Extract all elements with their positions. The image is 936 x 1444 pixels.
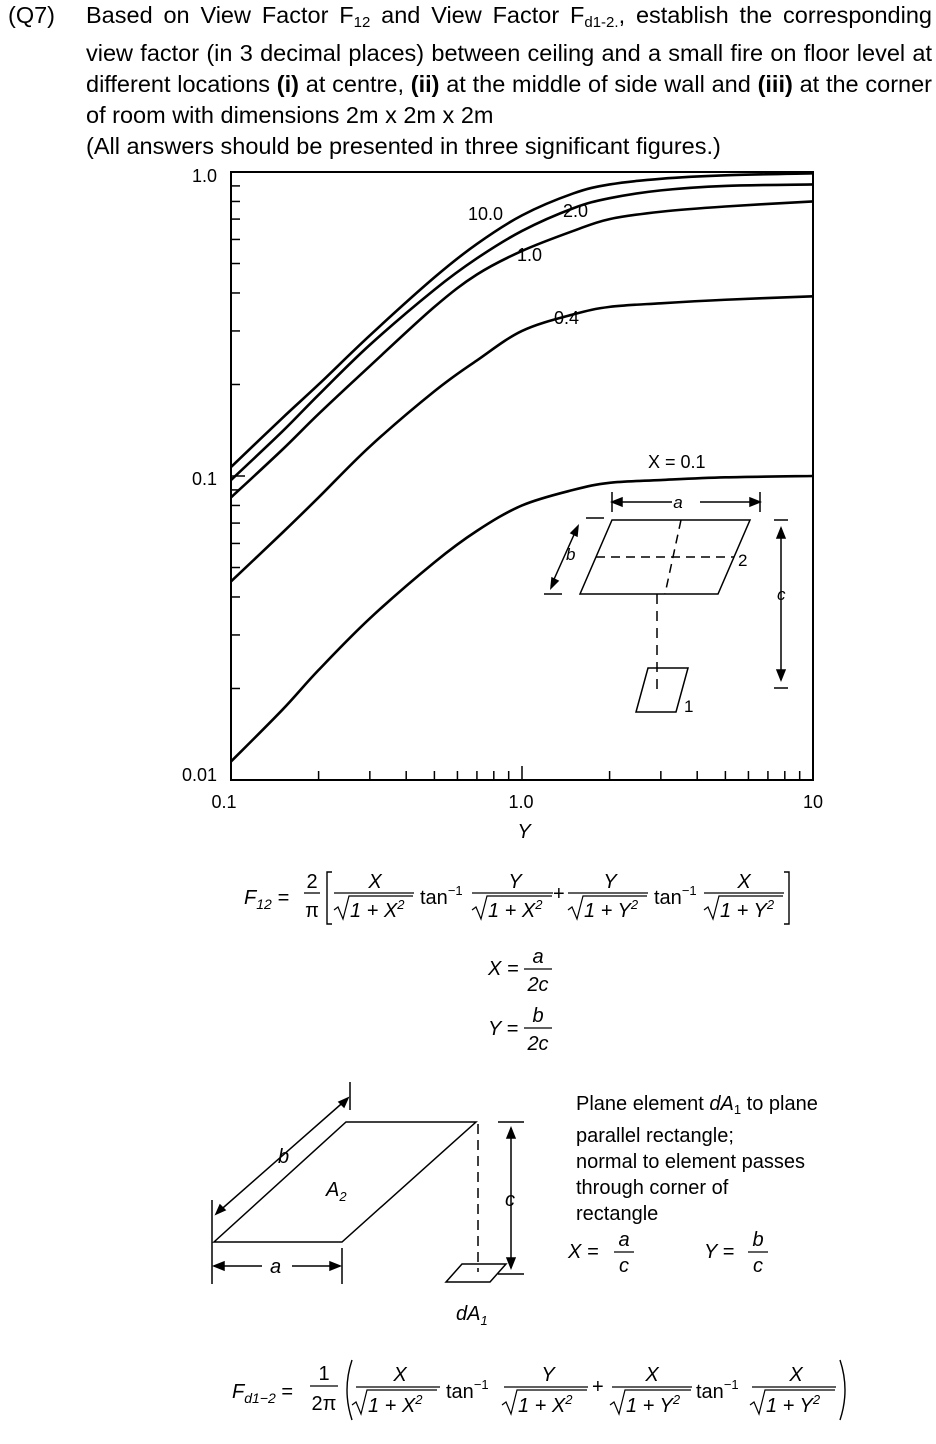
y-tick-label-2: 0.1 (191, 469, 217, 489)
svg-text:X: X (645, 1364, 659, 1386)
svg-text:2c: 2c (527, 1033, 549, 1055)
question-note: (All answers should be presented in three significant figures.) (86, 133, 721, 159)
svg-text:Y: Y (508, 871, 522, 893)
svg-text:tan−1: $\tan^{-1}$ (696, 1377, 739, 1403)
svg-text:1 + Y2: $1 + Y^2$ (766, 1392, 821, 1417)
svg-text:c: c (753, 1255, 763, 1277)
svg-text:b: b (278, 1146, 290, 1168)
svg-text:X: X (737, 871, 751, 893)
svg-text:1 + X2: $1 + X^2$ (518, 1392, 573, 1417)
fd12-equation (232, 1360, 845, 1420)
inset-label-1: 1 (684, 697, 694, 716)
svg-text:2c: 2c (527, 974, 549, 996)
svg-text:1 + Y2: $1 + Y^2$ (626, 1392, 681, 1417)
x-tick-label-1: 0.1 (211, 792, 237, 812)
question-number: (Q7) (8, 2, 55, 28)
corner-diagram (212, 1082, 524, 1284)
inset-label-b: b (566, 545, 576, 564)
svg-text:X =: X = (568, 1241, 599, 1263)
y-tick-label-1: 1.0 (191, 166, 217, 186)
svg-text:Fd1−2 =: $F_{d1-2}$ = (232, 1381, 294, 1406)
x-tick-label-3: 10 (802, 792, 824, 812)
inset-label-2: 2 (738, 551, 748, 570)
svg-text:a: a (532, 946, 544, 968)
svg-text:a: a (270, 1256, 282, 1278)
svg-text:X: X (368, 871, 382, 893)
svg-text:1 + Y2: $1 + Y^2$ (584, 897, 639, 922)
svg-text:Y: Y (541, 1364, 555, 1386)
axis-ticks (231, 186, 800, 780)
f12-equation (244, 871, 789, 924)
svg-text:Y: Y (603, 871, 617, 893)
x-tick-label-2: 1.0 (508, 792, 534, 812)
curve-label-1: 1.0 (517, 245, 543, 265)
svg-text:a: a (618, 1229, 630, 1251)
x-y-definitions-2 (567, 1229, 768, 1277)
svg-text:tan−1: $\tan^{-1}$ (654, 883, 697, 909)
svg-text:b: b (752, 1229, 764, 1251)
y-tick-label-3: 0.01 (181, 765, 217, 785)
svg-text:2π: 2π (311, 1393, 337, 1415)
svg-text:X: X (393, 1364, 407, 1386)
location-1-tag: (i) (276, 71, 299, 97)
location-2-tag: (ii) (410, 71, 440, 97)
question-text: Based on View Factor $F_{12}$ and View Factor $F_{d1-2.}$, establish the corresponding view factor (in 3 decimal places) between ceiling and a small fire on floor level at different locations (i) at centre, (ii) at the middle of side wall and (iii) at the corner of room with dimensions 2m x 2m x 2m (All answers should be presented in three significant figures.) (86, 2, 933, 159)
description: Plane element $dA_1$ to plane parallel rectangle; normal to element passes through corner of rectangle (576, 1093, 818, 1225)
curve-label-x01: X = 0.1 (648, 452, 706, 472)
inset-label-a: a (673, 493, 683, 512)
svg-text:dA1: $dA_1$ (456, 1303, 488, 1328)
curve-10-0 (231, 173, 813, 467)
svg-text:c: c (505, 1189, 515, 1211)
svg-text:+: + (553, 883, 565, 905)
svg-text:Y =: Y = (704, 1241, 735, 1263)
curve-0-4 (231, 296, 813, 581)
corner-diagram-labels (270, 1146, 515, 1328)
svg-text:c: c (619, 1255, 629, 1277)
curve-X0-1 (231, 476, 813, 762)
curve-label-04: 0.4 (554, 308, 580, 328)
svg-text:b: b (532, 1005, 544, 1027)
svg-text:tan−1: $\tan^{-1}$ (446, 1377, 489, 1403)
x-axis-label: Y (517, 821, 531, 843)
x-y-definitions (487, 946, 552, 1055)
svg-text:1: 1 (318, 1363, 330, 1385)
svg-text:tan−1: $\tan^{-1}$ (420, 883, 463, 909)
svg-text:1 + X2: $1 + X^2$ (350, 897, 405, 922)
svg-text:X =: X = (488, 958, 519, 980)
svg-text:A2: $A_2$ (326, 1179, 347, 1204)
svg-text:F12 =: $F_{12}$ = (244, 887, 290, 912)
svg-text:X: X (789, 1364, 803, 1386)
svg-text:1 + Y2: $1 + Y^2$ (720, 897, 775, 922)
svg-text:Y =: Y = (488, 1018, 519, 1040)
inset-diagram (544, 492, 788, 712)
location-3-tag: (iii) (757, 71, 793, 97)
inset-label-c: c (777, 585, 786, 604)
svg-text:π: π (305, 900, 319, 922)
svg-text:1 + X2: $1 + X^2$ (488, 897, 543, 922)
curve-label-2: 2.0 (563, 201, 589, 221)
svg-text:1 + X2: $1 + X^2$ (368, 1392, 423, 1417)
svg-text:+: + (592, 1376, 604, 1398)
curve-label-10: 10.0 (468, 204, 504, 224)
svg-text:2: 2 (306, 871, 318, 893)
